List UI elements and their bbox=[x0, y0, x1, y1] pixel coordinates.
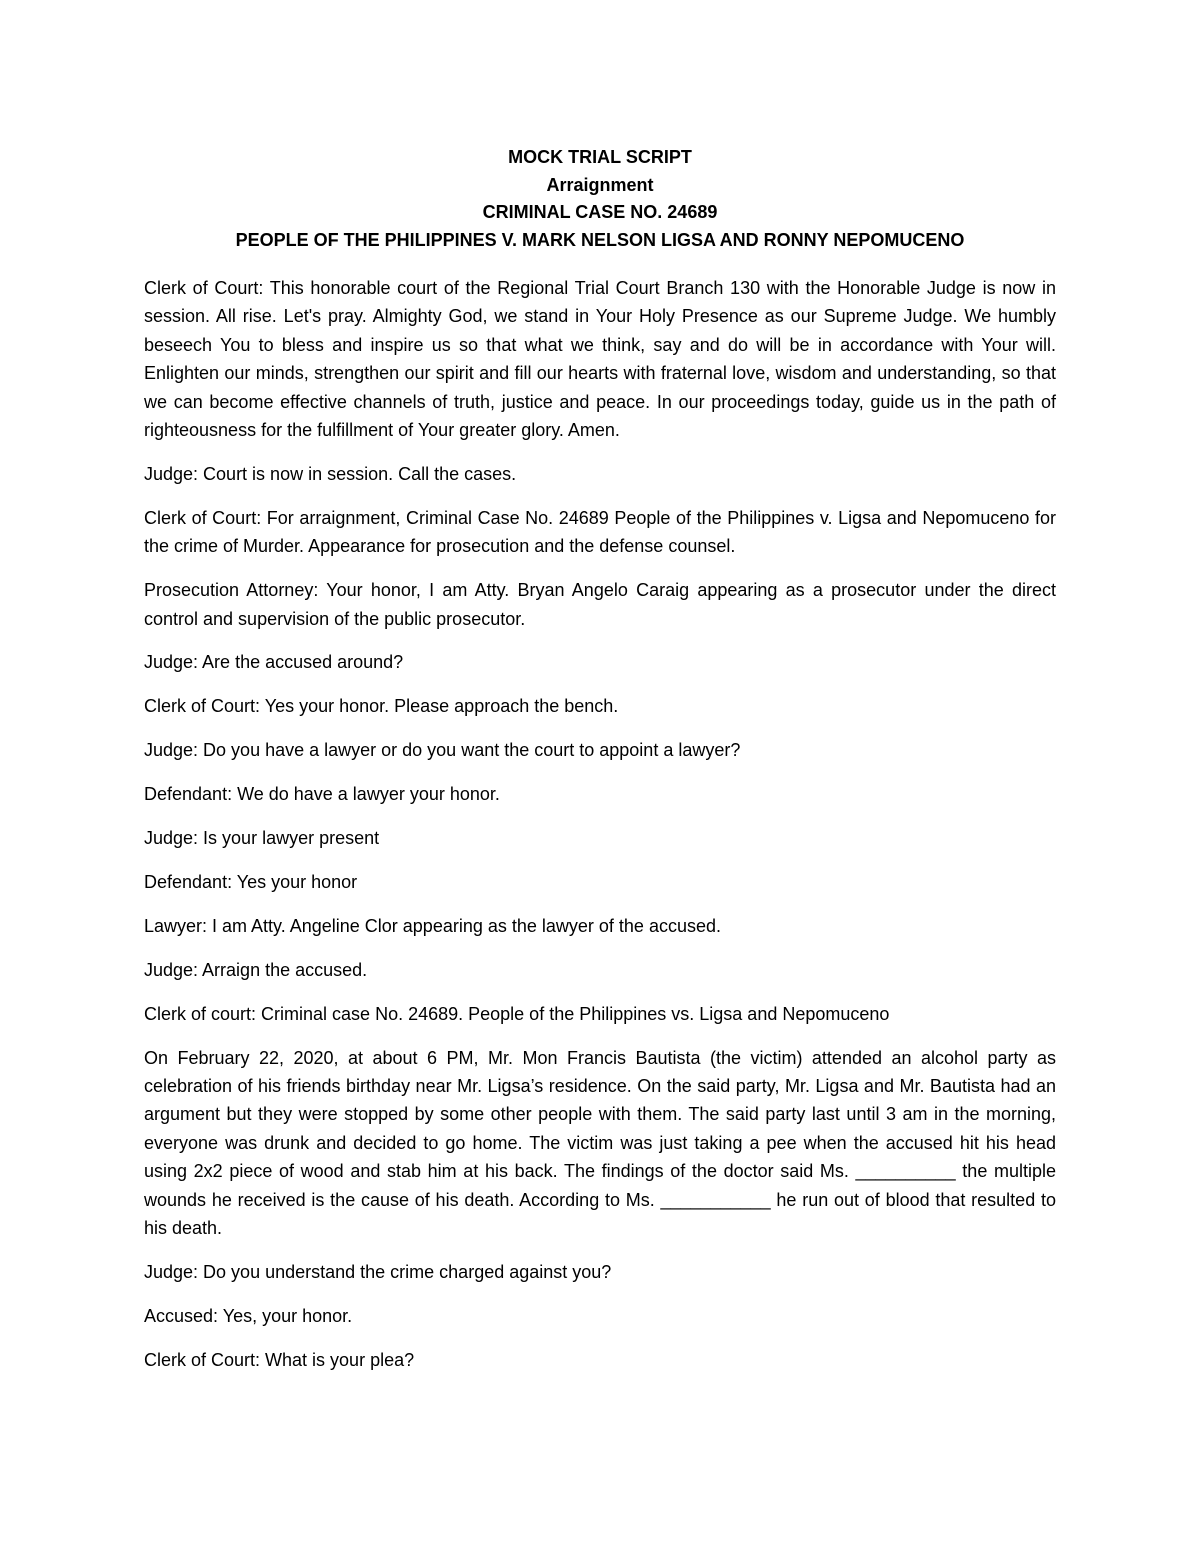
paragraph-opening-prayer: Clerk of Court: This honorable court of the Regional Trial Court Branch 130 with the Honorable Judge is now in session. All rise. Let's pray. Almighty God, we stand in Your Holy Presence as our Supreme Judge. We humbly beseech You to bless and inspire us so that what we think, say and do will be in accordance with Your will. Enlighten our minds, strengthen our spirit and fill our hearts with fraternal love, wisdom and understanding, so that we can become effective channels of truth, justice and peace. In our proceedings today, guide us in the path of righteousness for the fulfillment of Your greater glory. Amen. bbox=[144, 278, 1056, 441]
paragraph-judge-accused-around: Judge: Are the accused around? bbox=[144, 652, 404, 673]
paragraph-judge-lawyer-present: Judge: Is your lawyer present bbox=[144, 828, 380, 849]
paragraph-clerk-case-reading: Clerk of court: Criminal case No. 24689. People of the Philippines vs. Ligsa and Nepomuceno bbox=[144, 1003, 890, 1024]
case-number: CRIMINAL CASE NO. 24689 bbox=[482, 202, 718, 222]
document-subtitle: Arraignment bbox=[546, 174, 654, 195]
paragraph-accused-yes: Accused: Yes, your honor. bbox=[144, 1305, 353, 1326]
paragraph-clerk-arraignment: Clerk of Court: For arraignment, Criminal Case No. 24689 People of the Philippines v. Ligsa and Nepomuceno for the crime of Murder. Appearance for prosecution and the defense counsel. bbox=[144, 507, 1056, 557]
case-title: PEOPLE OF THE PHILIPPINES V. MARK NELSON LIGSA AND RONNY NEPOMUCENO bbox=[235, 229, 965, 250]
paragraph-case-facts: On February 22, 2020, at about 6 PM, Mr. Mon Francis Bautista (the victim) attended an alcohol party as celebration of his friends birthday near Mr. Ligsa’s residence. On the said party, Mr. Ligsa and Mr. Bautista had an argument but they were stopped by some other people with them. The said party last until 3 am in the morning, everyone was drunk and decided to go home. The victim was just taking a pee when the accused hit his head using 2x2 piece of wood and stab him at his back. The findings of the doctor said Ms. __________ the multiple wounds he received is the cause of his death. According to Ms. ___________ he run out of blood that resulted to his death. bbox=[144, 1047, 1056, 1239]
paragraph-defendant-yes: Defendant: Yes your honor bbox=[144, 872, 358, 892]
paragraph-prosecution-appearance: Prosecution Attorney: Your honor, I am Atty. Bryan Angelo Caraig appearing as a prosecutor under the direct control and supervision of the public prosecutor. bbox=[144, 580, 1056, 629]
paragraph-judge-arraign: Judge: Arraign the accused. bbox=[144, 959, 368, 980]
paragraph-defendant-have-lawyer: Defendant: We do have a lawyer your honor. bbox=[144, 784, 500, 805]
document-title: MOCK TRIAL SCRIPT bbox=[508, 147, 692, 167]
paragraph-judge-lawyer-question: Judge: Do you have a lawyer or do you want the court to appoint a lawyer? bbox=[144, 740, 741, 761]
paragraph-lawyer-appearance: Lawyer: I am Atty. Angeline Clor appearing as the lawyer of the accused. bbox=[144, 915, 721, 936]
paragraph-judge-call-cases: Judge: Court is now in session. Call the cases. bbox=[144, 463, 517, 484]
paragraph-judge-understand: Judge: Do you understand the crime charged against you? bbox=[144, 1261, 612, 1282]
document-header bbox=[144, 144, 1056, 254]
paragraph-clerk-approach-bench: Clerk of Court: Yes your honor. Please approach the bench. bbox=[144, 696, 619, 717]
document-body bbox=[144, 274, 1056, 1390]
paragraph-clerk-plea: Clerk of Court: What is your plea? bbox=[144, 1349, 415, 1370]
